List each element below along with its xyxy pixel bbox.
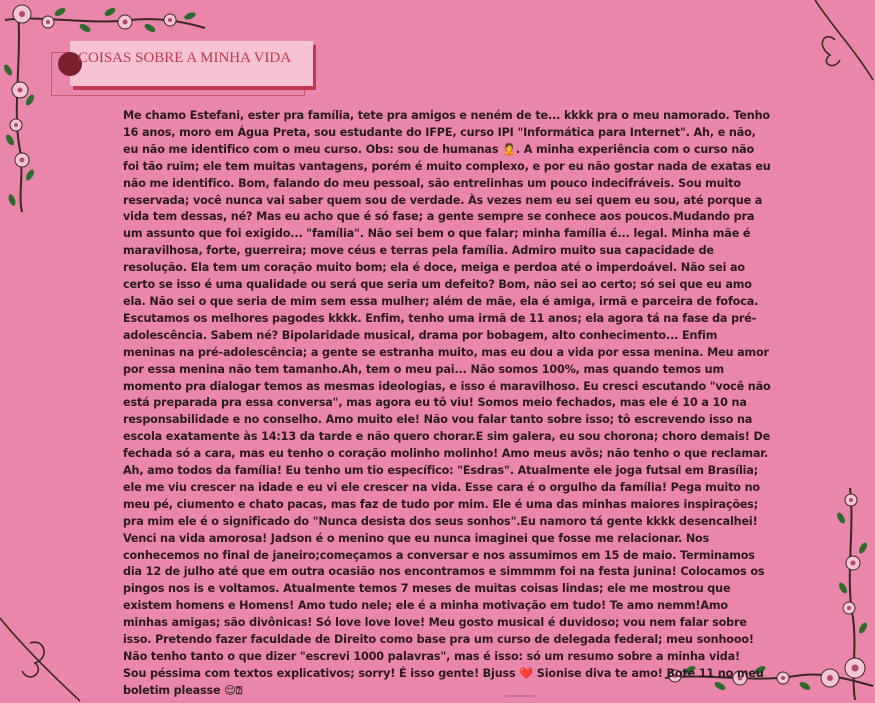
line-heart-bottom-left <box>0 613 100 703</box>
paragraph-closing: Sou péssima com textos explicativos; sorry! É isso gente! Bjuss ❤️ Sionise diva te amo! Bote 11 no meu boletim pleasse 😌⍰ <box>123 666 764 697</box>
line-heart-top-right <box>775 0 875 90</box>
paragraph-main: Me chamo Estefani, ester pra família, tete pra amigos e neném de te... kkkk pra o meu namorado. Tenho 16 anos, moro em Água Preta, sou estudante do IFPE, curso IPI "Informática para Internet". Ah, e não, eu não me identifico com o meu curso. Obs: sou de humanas 🙎. A minha experiência com o curso não foi tão ruim; ele tem muitas vantagens, porém é muito complexo, e por eu não gostar nada de exatas eu não me identifico. Bom, falando do meu pessoal, são entrelinhas um pouco indecifráveis. Sou muito reservada; você nunca vai saber quem sou de verdade. Às vezes nem eu sei quem eu sou, até porque a vida tem dessas, né? Mas eu acho que é só fase; a gente sempre se conhece aos poucos.Mudando pra um assunto que foi exigido... "família". Não sei bem o que falar; minha família é... legal. Minha mãe é maravilhosa, forte, guerreira; move céus e terras pela família. Admiro muito sua capacidade de resolução. Ela tem um coração muito bom; ela é doce, meiga e perdoa até o imperdoável. Não sei ao certo se isso é uma qualidade ou será que seria um defeito? Bom, não sei ao certo; só sei que eu amo ela. Não sei o que seria de mim sem essa mulher; além de mãe, ela é amiga, irmã e parceira de fofoca. Escutamos os melhores pagodes kkkk. Enfim, tenho uma irmã de 11 anos; ela agora tá na fase da pré-adolescência. Sabem né? Bipolaridade musical, drama por bobagem, alto conhecimento... Enfim meninas na pré-adolescência; a gente se estranha muito, mas eu dou a vida por essa menina. Meu amor por essa menina não tem tamanho.Ah, tem o meu pai... Não somos 100%, mas quando temos um momento pra dialogar temos as mesmas ideologias, e isso é maravilhoso. Eu cresci escutando "você não está preparada pra essa conversa", mas agora eu tô viu! Somos meio fechados, mas ele é 10 a 10 na responsabilidade e no conselho. Amo muito ele! Não vou falar tanto sobre isso; tô escrevendo isso na escola exatamente às 14:13 da tarde e não quero chorar.E sim galera, eu sou chorona; choro demais! De fechada só a cara, mas eu tenho o coração molinho molinho! Amo meus avôs; não tenho o que reclamar. Ah, amo todos da família! Eu tenho um tio específico: "Esdras". Atualmente ele joga futsal em Brasília; ele me viu crescer na idade e eu vi ele crescer na vida. Esse cara é o orgulho da família! Pega muito no meu pé, ciumento e chato pacas, mas faz de tudo por mim. Ele é uma das minhas maiores inspirações; pra mim ele é o significado do "Nunca desista dos seus sonhos".Eu namoro tá gente kkkk desencalhei! Venci na vida amorosa! Jadson é o menino que eu nunca imaginei que fosse me relacionar. Nos conhecemos no final de janeiro;começamos a conversar e nos assumimos em 15 de maio. Terminamos dia 12 de julho até que em outra ocasião nos encontramos e simmmm foi na festa junina! Colocamos os pingos nos is e voltamos. Atualmente temos 7 meses de muitas coisas lindas; ele me mostrou que existem homens e Homens! Amo tudo nele; ele é a minha motivação em tudo! Te amo nemm!Amo minhas amigas; são divônicas! Só love love love! Meu gosto musical é duvidoso; vou nem falar sobre isso. Pretendo fazer faculdade de Direito como base pra um curso de delegada federal; meu sonhooo! Não tenho tanto o que dizer "escrevi 1000 palavras", mas é isso: só um resumo sobre a minha vida! <box>123 109 771 663</box>
body-text <box>123 108 773 700</box>
page-title: COISAS SOBRE A MINHA VIDA <box>78 50 292 66</box>
footer-mark <box>505 695 535 697</box>
